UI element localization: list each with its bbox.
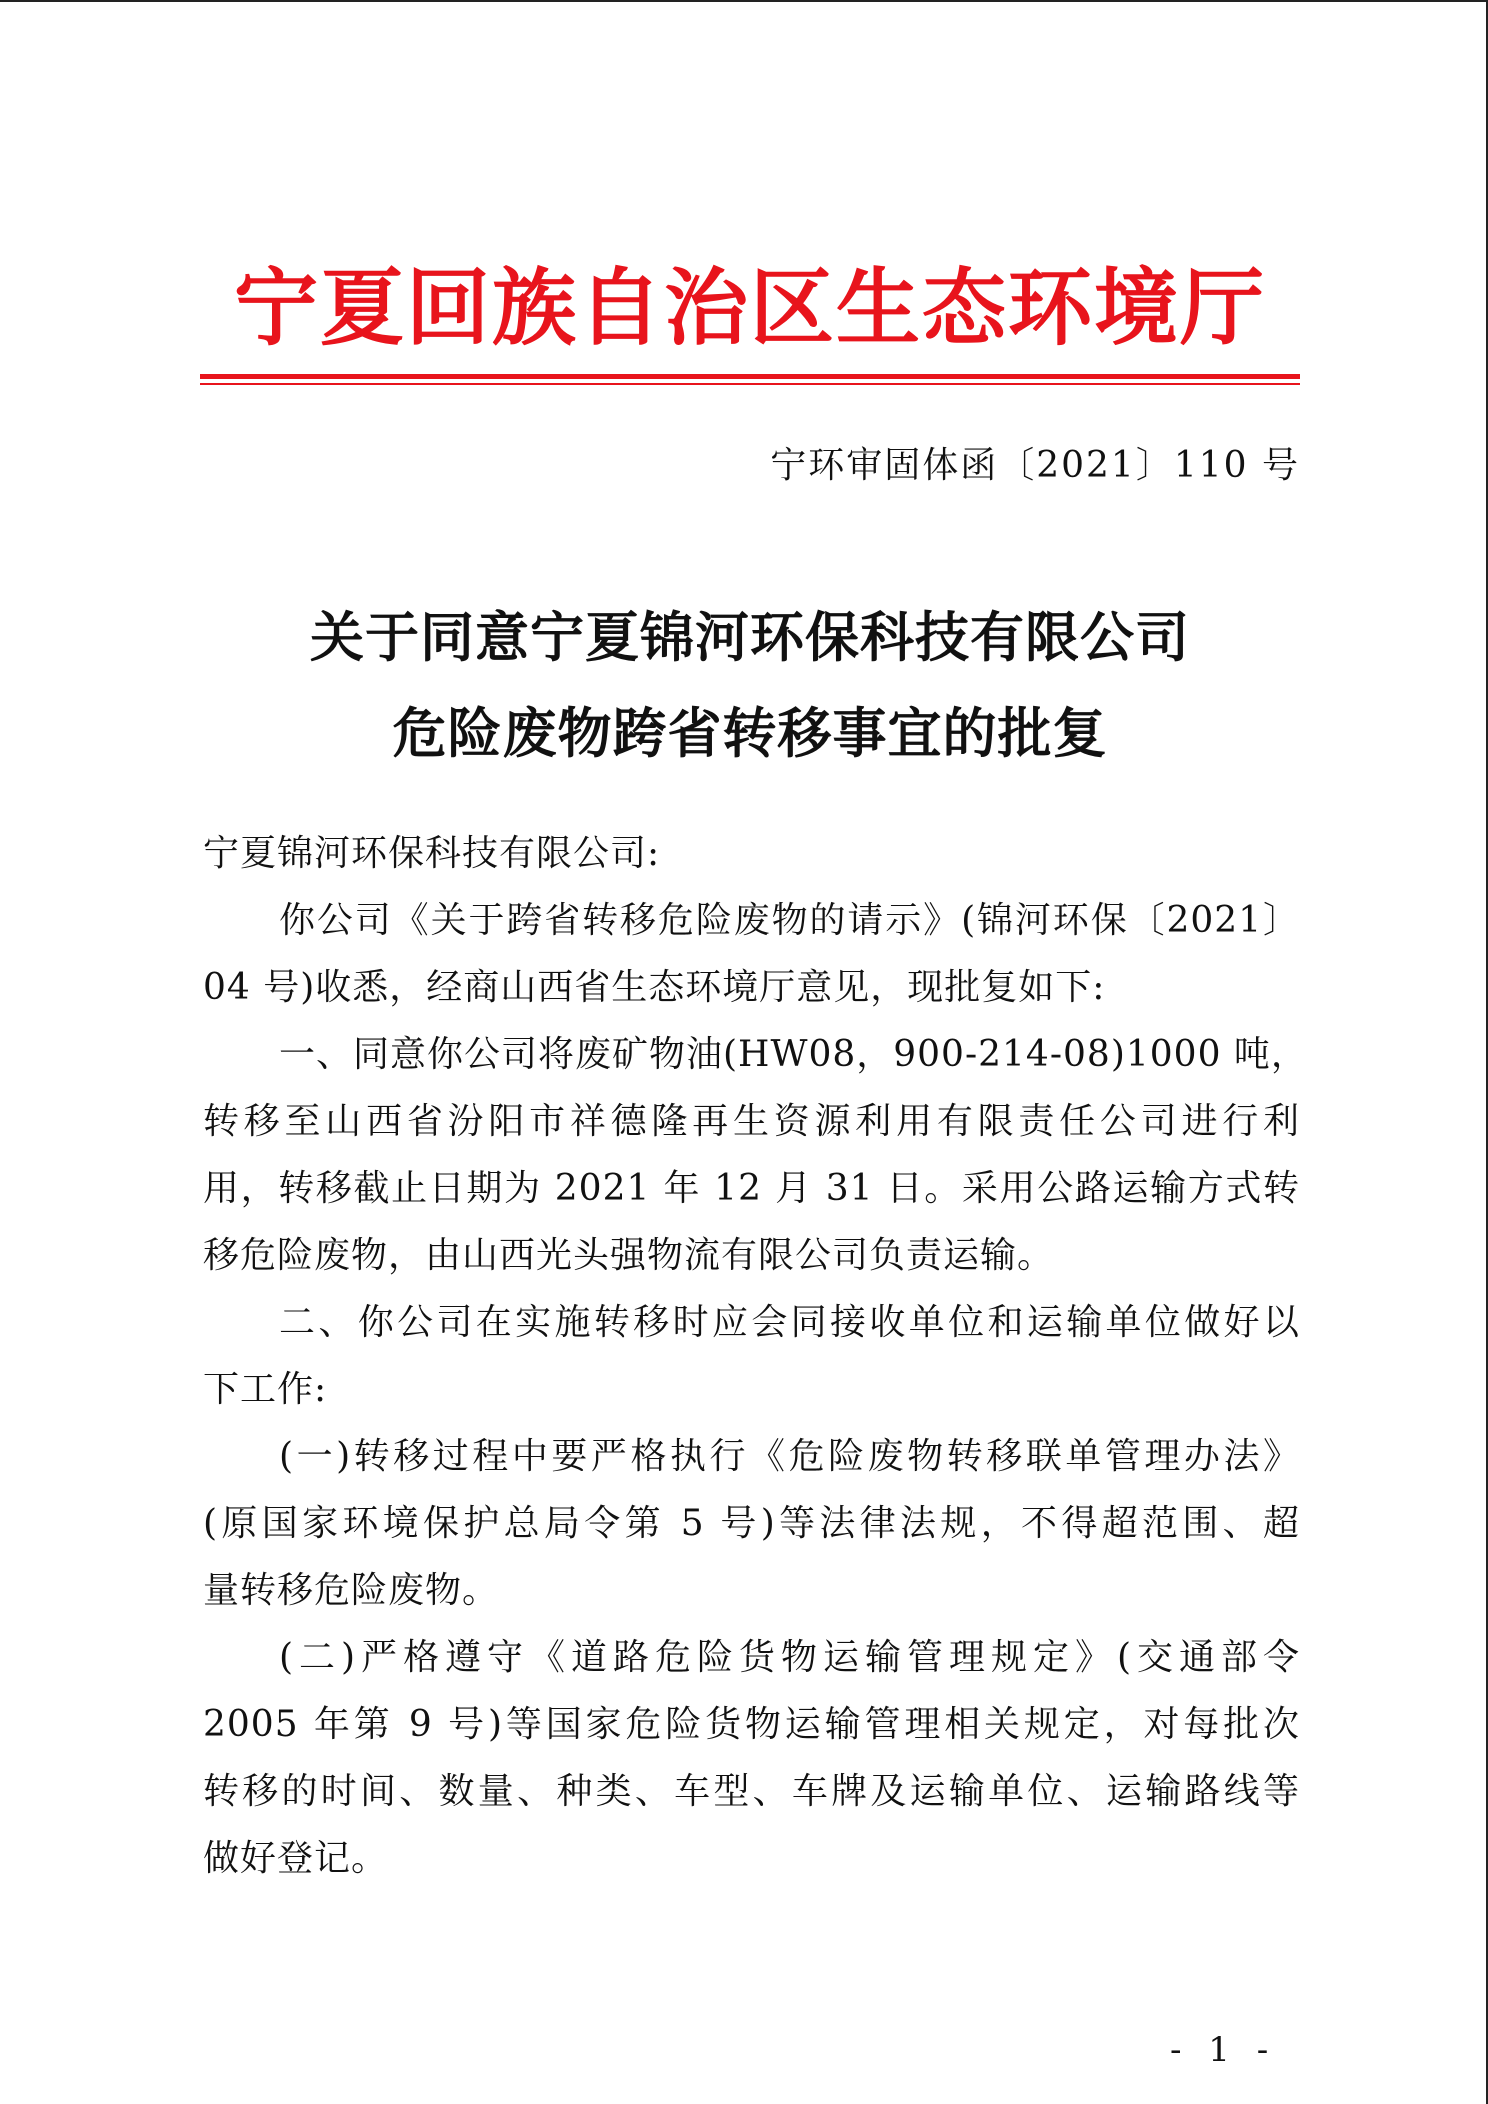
paragraph-1-line-2: 04 号)收悉，经商山西省生态环境厅意见，现批复如下: bbox=[203, 967, 1106, 1008]
paragraph-4-line-3: 量转移危险废物。 bbox=[203, 1570, 500, 1611]
title-line-2: 危险废物跨省转移事宜的批复 bbox=[392, 702, 1108, 765]
paragraph-3-line-2: 下工作: bbox=[203, 1369, 328, 1410]
document-body bbox=[203, 820, 1308, 1892]
document-title bbox=[200, 590, 1300, 782]
page-number: - 1 - bbox=[1170, 2030, 1277, 2070]
paragraph-2-line-4: 移危险废物，由山西光头强物流有限公司负责运输。 bbox=[203, 1235, 1055, 1276]
document-number: 宁环审固体函〔2021〕110 号 bbox=[770, 445, 1300, 486]
paragraph-5-line-2: 2005 年第 9 号)等国家危险货物运输管理相关规定，对每批次 bbox=[203, 1704, 1300, 1745]
paragraph-3-line-1: 二、你公司在实施转移时应会同接收单位和运输单位做好以 bbox=[279, 1302, 1300, 1343]
paragraph-2-line-3: 用，转移截止日期为 2021 年 12 月 31 日。采用公路运输方式转 bbox=[203, 1168, 1300, 1209]
paragraph-5-line-3: 转移的时间、数量、种类、车型、车牌及运输单位、运输路线等 bbox=[203, 1771, 1300, 1812]
masthead-rule-thin bbox=[200, 383, 1300, 385]
masthead-rule-thick bbox=[200, 374, 1300, 379]
paragraph-5-line-1: (二)严格遵守《道路危险货物运输管理规定》(交通部令 bbox=[279, 1637, 1300, 1678]
paragraph-2-line-2: 转移至山西省汾阳市祥德隆再生资源利用有限责任公司进行利 bbox=[203, 1101, 1300, 1142]
paragraph-4-line-2: (原国家环境保护总局令第 5 号)等法律法规，不得超范围、超 bbox=[203, 1503, 1300, 1544]
paragraph-4-line-1: (一)转移过程中要严格执行《危险废物转移联单管理办法》 bbox=[279, 1436, 1300, 1477]
page-top-border bbox=[0, 0, 1488, 2]
issuer-masthead: 宁夏回族自治区生态环境厅 bbox=[233, 259, 1266, 357]
paragraph-2-line-1: 一、同意你公司将废矿物油(HW08，900-214-08)1000 吨， bbox=[279, 1034, 1308, 1075]
title-line-1: 关于同意宁夏锦河环保科技有限公司 bbox=[310, 606, 1190, 669]
paragraph-1-line-1: 你公司《关于跨省转移危险废物的请示》(锦河环保〔2021〕 bbox=[279, 900, 1300, 941]
paragraph-5-line-4: 做好登记。 bbox=[203, 1838, 389, 1879]
salutation: 宁夏锦河环保科技有限公司: bbox=[203, 833, 661, 874]
